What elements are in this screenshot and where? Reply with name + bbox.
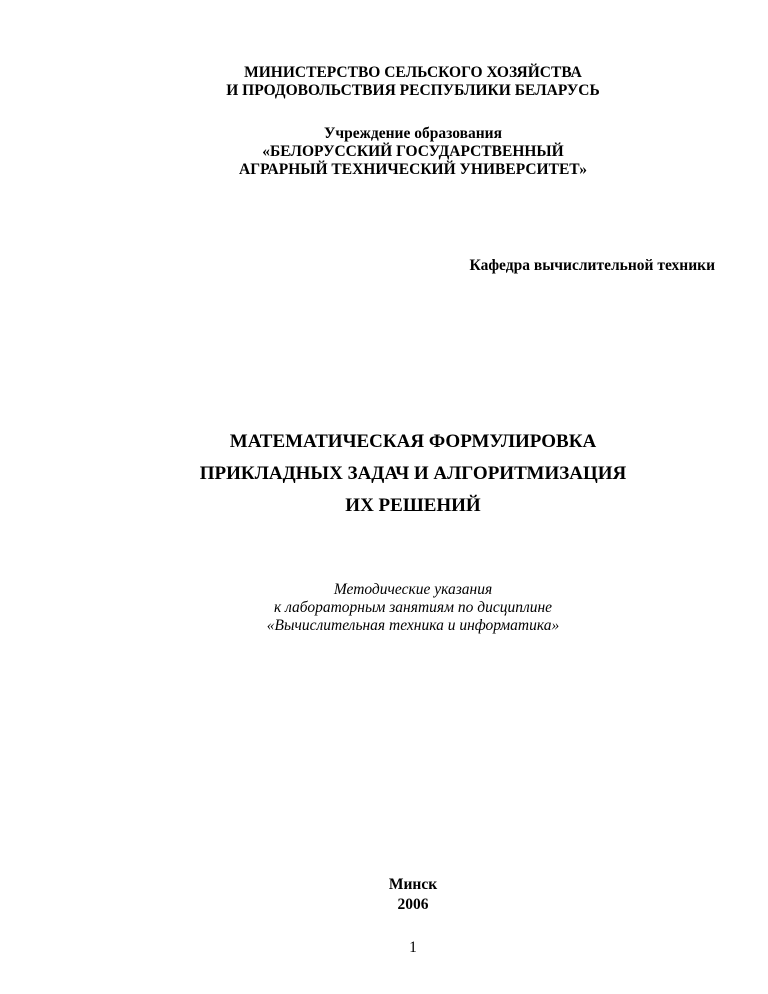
publication-info bbox=[29, 875, 768, 915]
institution-heading bbox=[29, 125, 768, 179]
subtitle-line-2: к лабораторным занятиям по дисциплине bbox=[273, 599, 553, 616]
page-number: 1 bbox=[409, 939, 417, 956]
ministry-line-1: МИНИСТЕРСТВО СЕЛЬСКОГО ХОЗЯЙСТВА bbox=[244, 64, 582, 81]
ministry-heading bbox=[29, 64, 768, 100]
subtitle-line-1: Методические указания bbox=[333, 581, 493, 598]
publication-city: Минск bbox=[388, 876, 438, 893]
institution-name-line-1: «БЕЛОРУССКИЙ ГОСУДАРСТВЕННЫЙ bbox=[262, 143, 564, 160]
institution-type: Учреждение образования bbox=[324, 125, 502, 142]
publication-year: 2006 bbox=[397, 896, 429, 913]
document-title bbox=[29, 426, 768, 522]
institution-name-line-2: АГРАРНЫЙ ТЕХНИЧЕСКИЙ УНИВЕРСИТЕТ» bbox=[239, 161, 587, 178]
title-line-1: МАТЕМАТИЧЕСКАЯ ФОРМУЛИРОВКА bbox=[229, 431, 597, 452]
subtitle-line-3: «Вычислительная техника и информатика» bbox=[266, 617, 560, 634]
title-line-3: ИХ РЕШЕНИЙ bbox=[345, 495, 481, 516]
document-subtitle bbox=[29, 581, 768, 635]
department-name: Кафедра вычислительной техники bbox=[469, 257, 715, 274]
ministry-line-2: И ПРОДОВОЛЬСТВИЯ РЕСПУБЛИКИ БЕЛАРУСЬ bbox=[226, 82, 600, 99]
title-line-2: ПРИКЛАДНЫХ ЗАДАЧ И АЛГОРИТМИЗАЦИЯ bbox=[199, 463, 627, 484]
